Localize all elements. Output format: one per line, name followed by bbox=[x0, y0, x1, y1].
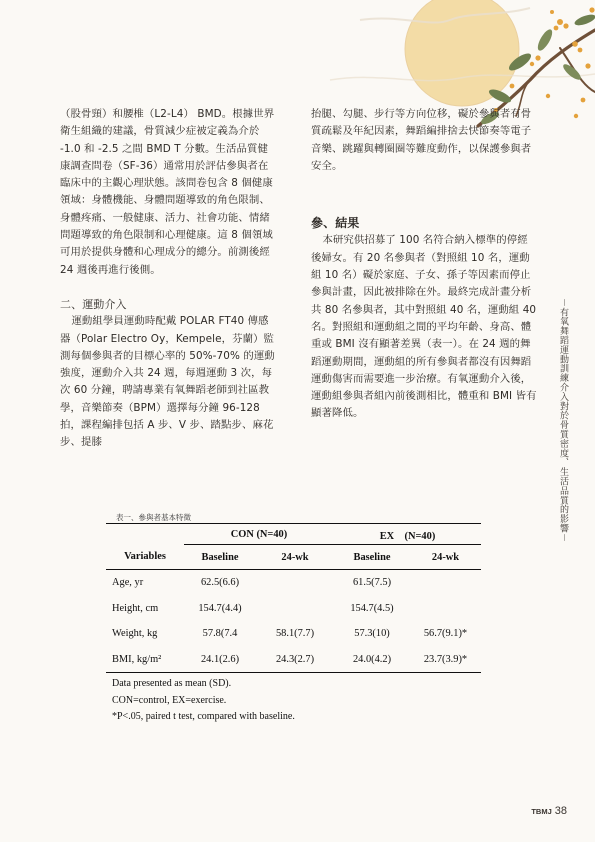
table-row bbox=[106, 621, 481, 647]
table-group-header-row bbox=[106, 524, 481, 545]
left-paragraph-1: （股骨頸）和腰椎（L2-L4） BMD。根據世界衛生組織的建議，骨質減少症被定義為介於 -1.0 和 -2.5 之間 BMD T 分數。生活品質健康調查問卷（SF-36）通常用於評估參與者在臨床中的主觀心理狀態。該問卷包含 8 個健康領域：身體機能、身體問題導致的角色限制、身體疼痛、一般健康、活力、社會功能、情緒問題導致的角色限制和心理健康。這 8 個領域可用於提供身體和心理成分的總分。前測後經 24 週後再進行後側。 bbox=[60, 108, 275, 276]
table-note: Data presented as mean (SD). bbox=[112, 678, 232, 689]
results-heading: 參、結果 bbox=[311, 216, 360, 231]
cell-con-baseline: 154.7(4.4) bbox=[198, 602, 242, 614]
row-variable: Height, cm bbox=[112, 602, 159, 614]
col-con-24wk-header: 24-wk bbox=[256, 545, 334, 570]
cell-ex-baseline: 57.3(10) bbox=[354, 628, 390, 640]
cell-con-24wk: 24.3(2.7) bbox=[256, 647, 334, 673]
table-note: CON=control, EX=exercise. bbox=[112, 694, 227, 706]
table-row bbox=[106, 596, 481, 622]
table-row bbox=[106, 647, 481, 673]
cell-con-baseline: 57.8(7.4 bbox=[202, 628, 238, 640]
cell-ex-24wk bbox=[410, 570, 481, 596]
page-number: 38 bbox=[554, 805, 567, 817]
cell-con-baseline: 24.1(2.6) bbox=[184, 647, 256, 673]
table-column-header-row bbox=[106, 545, 481, 570]
right-paragraph-2: 本研究供招募了 100 名符合納入標準的停經後婦女。有 20 名參與者（對照組 10 名，運動組 10 名）礙於家庭、子女、孫子等因素而停止參與計畫，因此被排除在外。最終完成計畫分析共 80 名參與者，其中對照組 40 名，運動組 40 名。對照組和運動組之間的平均年齡、身高、體重或 BMI 沒有顯著差異（表一）。在 24 週的舞蹈運動期間，運動組的所有參與者都沒有因舞蹈運動傷害而需要進一步治療。有氧運動介入後，運動組參與者組內前後測相比，體重和 BMI 皆有顯著降低。 bbox=[311, 234, 537, 420]
vertical-article-title: －有氧舞蹈運動訓練介入對於骨質密度、生活品質的影響－ bbox=[558, 298, 568, 543]
cell-ex-baseline: 61.5(7.5) bbox=[352, 577, 392, 589]
table-notes bbox=[112, 676, 295, 726]
row-variable: BMI, kg/m² bbox=[106, 647, 184, 673]
table-caption: 表一、參與者基本特徵 bbox=[116, 513, 191, 522]
cell-ex-baseline: 154.7(4.5) bbox=[350, 602, 394, 614]
col-con-baseline-header: Baseline bbox=[184, 545, 256, 570]
row-variable: Age, yr bbox=[112, 577, 144, 589]
col-ex-24wk-header: 24-wk bbox=[410, 545, 481, 570]
cell-con-24wk: 58.1(7.7) bbox=[275, 628, 315, 640]
cell-con-24wk bbox=[256, 596, 334, 622]
cell-con-24wk bbox=[256, 570, 334, 596]
group-con-header: CON (N=40) bbox=[184, 524, 334, 545]
cell-ex-24wk bbox=[410, 596, 481, 622]
cell-con-baseline: 62.5(6.6) bbox=[200, 577, 240, 589]
group-ex-header: EX (N=40) bbox=[334, 524, 481, 545]
left-text-column bbox=[60, 106, 278, 452]
col-variables-header: Variables bbox=[106, 545, 184, 570]
exercise-intervention-heading: 二、運動介入 bbox=[60, 297, 127, 311]
right-paragraph-1: 抬腿、勾腿、步行等方向位移，礙於參與者有骨質疏鬆及年紀因素，舞蹈編排捨去快節奏等電子音樂、跳躍與轉圈圈等難度動作，以保護參與者安全。 bbox=[311, 108, 532, 172]
right-text-column bbox=[311, 106, 537, 423]
journal-abbreviation: TBMJ bbox=[531, 807, 552, 816]
participant-characteristics-table bbox=[106, 523, 481, 673]
table-note: *P<.05, paired t test, compared with baseline. bbox=[112, 711, 295, 722]
page-footer bbox=[531, 801, 567, 819]
left-paragraph-2: 運動組學員運動時配戴 POLAR FT40 傳感器（Polar Electro Oy，Kempele，芬蘭）監測每個參與者的目標心率的 50%-70% 的運動強度，運動介入共 24 週，每週運動 3 次，每次 60 分鐘，聘請專業有氧舞蹈老師到社區教學，音樂節奏（BPM）選擇每分鐘 96-128 拍，課程編排包括 A 步、V 步、踏點步、麻花步、提膝 bbox=[60, 315, 275, 449]
table-row bbox=[106, 570, 481, 596]
cell-ex-24wk: 23.7(3.9)* bbox=[410, 647, 481, 673]
row-variable: Weight, kg bbox=[112, 628, 158, 640]
col-ex-baseline-header: Baseline bbox=[334, 545, 410, 570]
cell-ex-baseline: 24.0(4.2) bbox=[334, 647, 410, 673]
cell-ex-24wk: 56.7(9.1)* bbox=[423, 628, 468, 640]
